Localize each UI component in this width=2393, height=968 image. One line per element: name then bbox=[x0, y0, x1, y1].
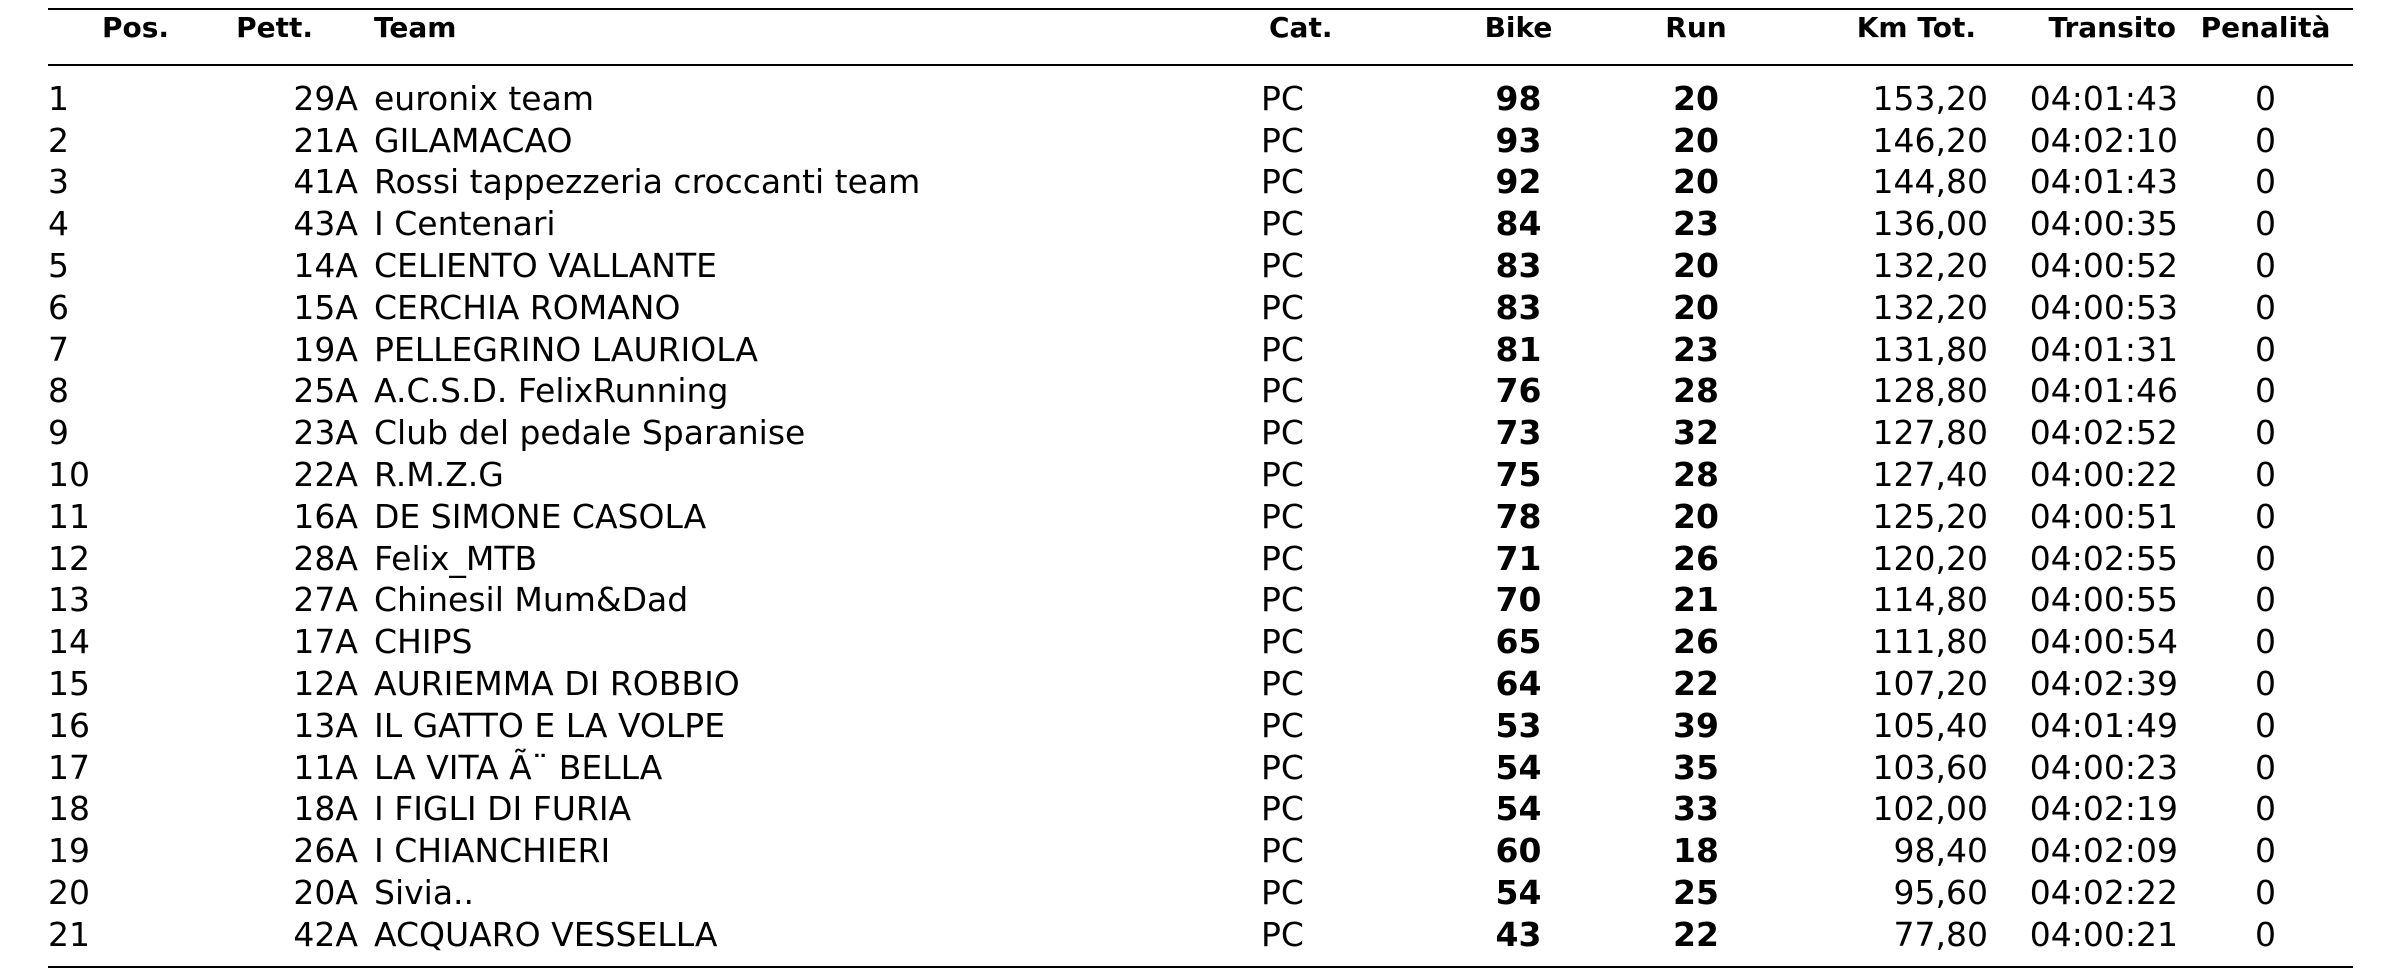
cell-transito: 04:02:19 bbox=[2029, 789, 2178, 829]
cell-pos: 11 bbox=[48, 496, 90, 536]
cell-pos: 4 bbox=[48, 204, 69, 244]
table-row bbox=[48, 496, 2353, 538]
cell-km-tot: 125,20 bbox=[1872, 496, 1988, 536]
cell-bike: 84 bbox=[1495, 204, 1542, 244]
cell-penalita: 0 bbox=[2255, 664, 2276, 704]
cell-transito: 04:02:52 bbox=[2029, 413, 2178, 453]
header-penalita: Penalità bbox=[2200, 11, 2331, 44]
cell-bike: 54 bbox=[1495, 873, 1542, 913]
cell-run: 21 bbox=[1673, 580, 1719, 620]
cell-pett: 16A bbox=[293, 496, 358, 536]
cell-km-tot: 102,00 bbox=[1872, 789, 1988, 829]
cell-bike: 54 bbox=[1495, 789, 1542, 829]
cell-team: CERCHIA ROMANO bbox=[374, 287, 681, 327]
table-row bbox=[48, 329, 2353, 371]
header-run: Run bbox=[1665, 11, 1727, 44]
cell-penalita: 0 bbox=[2255, 413, 2276, 453]
cell-cat: PC bbox=[1261, 413, 1304, 453]
cell-transito: 04:02:55 bbox=[2029, 538, 2178, 578]
cell-km-tot: 77,80 bbox=[1893, 914, 1988, 954]
cell-pos: 1 bbox=[48, 78, 69, 118]
table-row bbox=[48, 580, 2353, 622]
cell-team: IL GATTO E LA VOLPE bbox=[374, 705, 726, 745]
cell-pett: 17A bbox=[293, 622, 358, 662]
table-row bbox=[48, 412, 2353, 454]
header-transito: Transito bbox=[2048, 11, 2176, 44]
header-team: Team bbox=[374, 11, 457, 44]
cell-team: I CHIANCHIERI bbox=[374, 831, 611, 871]
cell-cat: PC bbox=[1261, 831, 1304, 871]
cell-pos: 12 bbox=[48, 538, 90, 578]
cell-pett: 22A bbox=[293, 455, 358, 495]
cell-km-tot: 128,80 bbox=[1872, 371, 1988, 411]
cell-cat: PC bbox=[1261, 455, 1304, 495]
cell-transito: 04:00:51 bbox=[2029, 496, 2178, 536]
cell-pos: 9 bbox=[48, 413, 69, 453]
cell-transito: 04:01:31 bbox=[2029, 329, 2178, 369]
cell-run: 22 bbox=[1673, 914, 1719, 954]
cell-transito: 04:00:21 bbox=[2029, 914, 2178, 954]
cell-pett: 26A bbox=[293, 831, 358, 871]
cell-cat: PC bbox=[1261, 371, 1304, 411]
cell-transito: 04:01:43 bbox=[2029, 78, 2178, 118]
table-row bbox=[48, 454, 2353, 496]
cell-run: 20 bbox=[1673, 162, 1719, 202]
cell-pos: 5 bbox=[48, 246, 69, 286]
cell-bike: 60 bbox=[1495, 831, 1542, 871]
cell-transito: 04:01:46 bbox=[2029, 371, 2178, 411]
cell-team: CHIPS bbox=[374, 622, 473, 662]
cell-run: 20 bbox=[1673, 78, 1719, 118]
cell-run: 35 bbox=[1673, 747, 1719, 787]
table-row bbox=[48, 914, 2353, 956]
header-pos: Pos. bbox=[102, 11, 170, 44]
cell-km-tot: 136,00 bbox=[1872, 204, 1988, 244]
cell-cat: PC bbox=[1261, 664, 1304, 704]
cell-bike: 92 bbox=[1495, 162, 1542, 202]
cell-pos: 15 bbox=[48, 664, 90, 704]
cell-pos: 3 bbox=[48, 162, 69, 202]
cell-transito: 04:00:55 bbox=[2029, 580, 2178, 620]
cell-run: 18 bbox=[1673, 831, 1719, 871]
results-table bbox=[48, 8, 2353, 968]
cell-km-tot: 127,80 bbox=[1872, 413, 1988, 453]
cell-pett: 27A bbox=[293, 580, 358, 620]
cell-run: 33 bbox=[1673, 789, 1719, 829]
cell-pett: 42A bbox=[293, 914, 358, 954]
cell-cat: PC bbox=[1261, 705, 1304, 745]
cell-pett: 15A bbox=[293, 287, 358, 327]
table-row bbox=[48, 203, 2353, 245]
cell-penalita: 0 bbox=[2255, 455, 2276, 495]
cell-run: 39 bbox=[1673, 705, 1719, 745]
cell-penalita: 0 bbox=[2255, 747, 2276, 787]
cell-km-tot: 111,80 bbox=[1872, 622, 1988, 662]
cell-bike: 76 bbox=[1495, 371, 1542, 411]
cell-penalita: 0 bbox=[2255, 287, 2276, 327]
cell-run: 20 bbox=[1673, 287, 1719, 327]
cell-pos: 2 bbox=[48, 120, 69, 160]
table-row bbox=[48, 245, 2353, 287]
cell-team: Rossi tappezzeria croccanti team bbox=[374, 162, 921, 202]
cell-km-tot: 120,20 bbox=[1872, 538, 1988, 578]
cell-bike: 71 bbox=[1495, 538, 1542, 578]
cell-transito: 04:02:22 bbox=[2029, 873, 2178, 913]
cell-run: 23 bbox=[1673, 329, 1719, 369]
cell-team: LA VITA Ã¨ BELLA bbox=[374, 747, 663, 787]
cell-km-tot: 95,60 bbox=[1893, 873, 1988, 913]
cell-cat: PC bbox=[1261, 120, 1304, 160]
cell-km-tot: 132,20 bbox=[1872, 287, 1988, 327]
header-bike: Bike bbox=[1484, 11, 1553, 44]
cell-pos: 6 bbox=[48, 287, 69, 327]
cell-transito: 04:02:10 bbox=[2029, 120, 2178, 160]
header-pett: Pett. bbox=[236, 11, 313, 44]
cell-bike: 70 bbox=[1495, 580, 1542, 620]
cell-pos: 20 bbox=[48, 873, 90, 913]
cell-team: R.M.Z.G bbox=[374, 455, 504, 495]
cell-pett: 23A bbox=[293, 413, 358, 453]
table-row bbox=[48, 287, 2353, 329]
cell-pett: 18A bbox=[293, 789, 358, 829]
cell-run: 25 bbox=[1673, 873, 1719, 913]
table-row bbox=[48, 621, 2353, 663]
table-row bbox=[48, 371, 2353, 413]
header-cat: Cat. bbox=[1269, 11, 1333, 44]
cell-bike: 93 bbox=[1495, 120, 1542, 160]
cell-km-tot: 105,40 bbox=[1872, 705, 1988, 745]
table-row bbox=[48, 120, 2353, 162]
cell-km-tot: 98,40 bbox=[1893, 831, 1988, 871]
cell-pos: 8 bbox=[48, 371, 69, 411]
cell-cat: PC bbox=[1261, 162, 1304, 202]
cell-transito: 04:00:52 bbox=[2029, 246, 2178, 286]
cell-cat: PC bbox=[1261, 580, 1304, 620]
table-row bbox=[48, 538, 2353, 580]
cell-cat: PC bbox=[1261, 538, 1304, 578]
cell-penalita: 0 bbox=[2255, 705, 2276, 745]
cell-cat: PC bbox=[1261, 329, 1304, 369]
cell-team: Chinesil Mum&Dad bbox=[374, 580, 689, 620]
cell-pett: 20A bbox=[293, 873, 358, 913]
table-row bbox=[48, 872, 2353, 914]
cell-bike: 98 bbox=[1495, 78, 1542, 118]
cell-cat: PC bbox=[1261, 747, 1304, 787]
cell-pett: 29A bbox=[293, 78, 358, 118]
cell-run: 28 bbox=[1673, 455, 1719, 495]
cell-pos: 18 bbox=[48, 789, 90, 829]
cell-cat: PC bbox=[1261, 622, 1304, 662]
cell-penalita: 0 bbox=[2255, 204, 2276, 244]
table-body bbox=[48, 66, 2353, 966]
cell-pos: 13 bbox=[48, 580, 90, 620]
cell-transito: 04:01:43 bbox=[2029, 162, 2178, 202]
cell-penalita: 0 bbox=[2255, 789, 2276, 829]
cell-cat: PC bbox=[1261, 246, 1304, 286]
cell-cat: PC bbox=[1261, 873, 1304, 913]
header-km-tot: Km Tot. bbox=[1856, 11, 1976, 44]
cell-pos: 19 bbox=[48, 831, 90, 871]
cell-cat: PC bbox=[1261, 914, 1304, 954]
cell-transito: 04:02:09 bbox=[2029, 831, 2178, 871]
cell-pett: 28A bbox=[293, 538, 358, 578]
cell-bike: 83 bbox=[1495, 246, 1542, 286]
cell-km-tot: 127,40 bbox=[1872, 455, 1988, 495]
table-row bbox=[48, 78, 2353, 120]
cell-penalita: 0 bbox=[2255, 580, 2276, 620]
table-row bbox=[48, 162, 2353, 204]
cell-transito: 04:00:53 bbox=[2029, 287, 2178, 327]
cell-bike: 64 bbox=[1495, 664, 1542, 704]
cell-penalita: 0 bbox=[2255, 831, 2276, 871]
cell-run: 20 bbox=[1673, 496, 1719, 536]
cell-bike: 53 bbox=[1495, 705, 1542, 745]
cell-bike: 81 bbox=[1495, 329, 1542, 369]
cell-team: AURIEMMA DI ROBBIO bbox=[374, 664, 740, 704]
cell-pos: 17 bbox=[48, 747, 90, 787]
cell-team: Felix_MTB bbox=[374, 538, 538, 578]
cell-cat: PC bbox=[1261, 789, 1304, 829]
cell-team: euronix team bbox=[374, 78, 594, 118]
cell-bike: 65 bbox=[1495, 622, 1542, 662]
cell-pett: 25A bbox=[293, 371, 358, 411]
cell-km-tot: 153,20 bbox=[1872, 78, 1988, 118]
cell-pos: 21 bbox=[48, 914, 90, 954]
cell-km-tot: 144,80 bbox=[1872, 162, 1988, 202]
cell-team: DE SIMONE CASOLA bbox=[374, 496, 707, 536]
cell-team: CELIENTO VALLANTE bbox=[374, 246, 718, 286]
cell-team: GILAMACAO bbox=[374, 120, 573, 160]
cell-bike: 75 bbox=[1495, 455, 1542, 495]
cell-km-tot: 146,20 bbox=[1872, 120, 1988, 160]
cell-run: 23 bbox=[1673, 204, 1719, 244]
cell-run: 22 bbox=[1673, 664, 1719, 704]
cell-run: 28 bbox=[1673, 371, 1719, 411]
cell-penalita: 0 bbox=[2255, 246, 2276, 286]
cell-penalita: 0 bbox=[2255, 538, 2276, 578]
cell-pett: 13A bbox=[293, 705, 358, 745]
cell-cat: PC bbox=[1261, 496, 1304, 536]
cell-transito: 04:00:23 bbox=[2029, 747, 2178, 787]
cell-transito: 04:02:39 bbox=[2029, 664, 2178, 704]
cell-km-tot: 132,20 bbox=[1872, 246, 1988, 286]
cell-pett: 43A bbox=[293, 204, 358, 244]
cell-team: I Centenari bbox=[374, 204, 556, 244]
cell-cat: PC bbox=[1261, 204, 1304, 244]
cell-km-tot: 103,60 bbox=[1872, 747, 1988, 787]
cell-penalita: 0 bbox=[2255, 371, 2276, 411]
cell-pett: 21A bbox=[293, 120, 358, 160]
cell-bike: 78 bbox=[1495, 496, 1542, 536]
cell-pos: 10 bbox=[48, 455, 90, 495]
table-row bbox=[48, 830, 2353, 872]
cell-pos: 14 bbox=[48, 622, 90, 662]
cell-team: A.C.S.D. FelixRunning bbox=[374, 371, 729, 411]
cell-transito: 04:00:35 bbox=[2029, 204, 2178, 244]
cell-penalita: 0 bbox=[2255, 496, 2276, 536]
table-row bbox=[48, 705, 2353, 747]
cell-run: 26 bbox=[1673, 538, 1719, 578]
cell-run: 20 bbox=[1673, 120, 1719, 160]
cell-km-tot: 107,20 bbox=[1872, 664, 1988, 704]
cell-penalita: 0 bbox=[2255, 914, 2276, 954]
cell-team: Club del pedale Sparanise bbox=[374, 413, 806, 453]
cell-bike: 43 bbox=[1495, 914, 1542, 954]
table-row bbox=[48, 789, 2353, 831]
cell-pett: 19A bbox=[293, 329, 358, 369]
cell-bike: 83 bbox=[1495, 287, 1542, 327]
cell-penalita: 0 bbox=[2255, 120, 2276, 160]
cell-penalita: 0 bbox=[2255, 873, 2276, 913]
cell-penalita: 0 bbox=[2255, 622, 2276, 662]
cell-run: 20 bbox=[1673, 246, 1719, 286]
cell-transito: 04:00:54 bbox=[2029, 622, 2178, 662]
cell-run: 32 bbox=[1673, 413, 1719, 453]
cell-bike: 54 bbox=[1495, 747, 1542, 787]
cell-pett: 14A bbox=[293, 246, 358, 286]
cell-team: PELLEGRINO LAURIOLA bbox=[374, 329, 758, 369]
cell-transito: 04:01:49 bbox=[2029, 705, 2178, 745]
cell-cat: PC bbox=[1261, 78, 1304, 118]
table-row bbox=[48, 747, 2353, 789]
cell-run: 26 bbox=[1673, 622, 1719, 662]
cell-transito: 04:00:22 bbox=[2029, 455, 2178, 495]
table-row bbox=[48, 663, 2353, 705]
cell-pos: 7 bbox=[48, 329, 69, 369]
cell-km-tot: 114,80 bbox=[1872, 580, 1988, 620]
cell-km-tot: 131,80 bbox=[1872, 329, 1988, 369]
cell-penalita: 0 bbox=[2255, 78, 2276, 118]
cell-team: Sivia.. bbox=[374, 873, 475, 913]
cell-cat: PC bbox=[1261, 287, 1304, 327]
cell-penalita: 0 bbox=[2255, 162, 2276, 202]
cell-bike: 73 bbox=[1495, 413, 1542, 453]
bottom-rule bbox=[48, 966, 2353, 968]
cell-team: I FIGLI DI FURIA bbox=[374, 789, 632, 829]
cell-pos: 16 bbox=[48, 705, 90, 745]
table-header bbox=[48, 10, 2353, 64]
cell-penalita: 0 bbox=[2255, 329, 2276, 369]
cell-pett: 41A bbox=[293, 162, 358, 202]
cell-pett: 12A bbox=[293, 664, 358, 704]
cell-pett: 11A bbox=[293, 747, 358, 787]
cell-team: ACQUARO VESSELLA bbox=[374, 914, 718, 954]
